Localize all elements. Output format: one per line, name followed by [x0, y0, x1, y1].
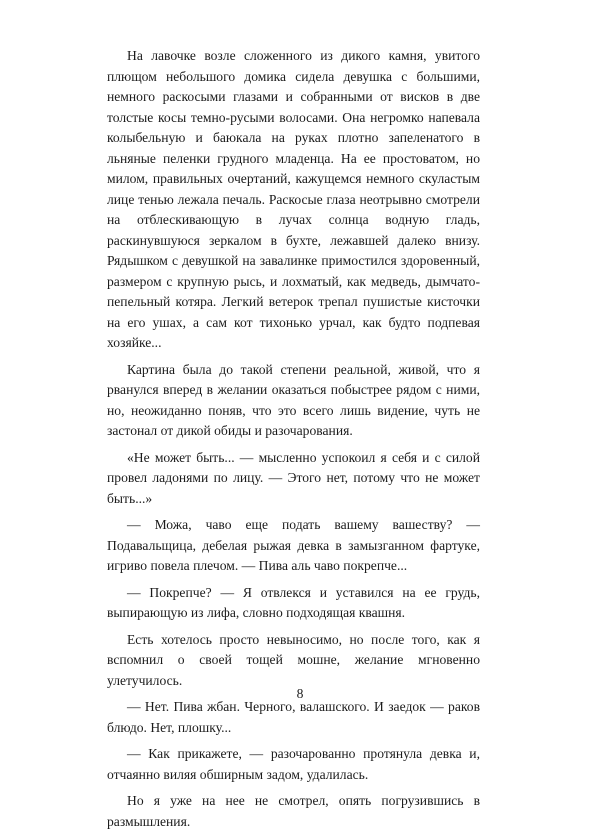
- paragraph: «Не может быть... — мысленно успокоил я себя и с силой провел ладонями по лицу. — Этого нет, потому что не может быть...»: [107, 449, 480, 506]
- paragraph: — Нет. Пива жбан. Черного, валашского. И заедок — раков блюдо. Нет, плошку...: [107, 699, 480, 735]
- paragraph: — Как прикажете, — разочарованно протянула девка и, отчаянно виляя обширным задом, удалилась.: [107, 746, 480, 782]
- paragraph: Но я уже на нее не смотрел, опять погрузившись в размышления.: [107, 793, 480, 829]
- page-body: [107, 46, 480, 838]
- paragraph: — Можа, чаво еще подать вашему вашеству? — Подавальщица, дебелая рыжая девка в замызганном фартуке, игриво повела плечом. — Пива аль чаво покрепче...: [107, 517, 480, 573]
- paragraph: Есть хотелось просто невыносимо, но после того, как я вспомнил о своей тощей мошне, желание мгновенно улетучилось.: [107, 631, 480, 688]
- paragraph: Картина была до такой степени реальной, живой, что я рванулся вперед в желании оказаться побыстрее рядом с ними, но, неожиданно поняв, что это всего лишь видение, чуть не застонал от дикой обиды и разочарования.: [107, 361, 480, 438]
- paragraph: На лавочке возле сложенного из дикого камня, увитого плющом небольшого домика сидела девушка с большими, немного раскосыми глазами и собранными от висков в две толстые косы темно-русыми волосами. Она негромко напевала колыбельную и баюкала на руках плотно запеленатого в льняные пеленки грудного младенца. На ее простоватом, но милом, правильных очертаний, кажущемся немного скуластым лице тенью лежала печаль. Раскосые глаза неотрывно смотрели на отблескивающую в лучах солнца водную гладь, раскинувшуюся зеркалом в бухте, лежавшей далеко внизу. Рядышком с девушкой на завалинке примостился здоровенный, размером с крупную рысь, и лохматый, как медведь, дымчато-пепельный котяра. Легкий ветерок трепал пушистые кисточки на его ушах, а сам кот тихонько урчал, как будто подпевая хозяйке...: [107, 48, 480, 350]
- page-number: 8: [296, 686, 304, 701]
- paragraph: — Покрепче? — Я отвлекся и уставился на ее грудь, выпирающую из лифа, словно подходящая квашня.: [107, 584, 480, 620]
